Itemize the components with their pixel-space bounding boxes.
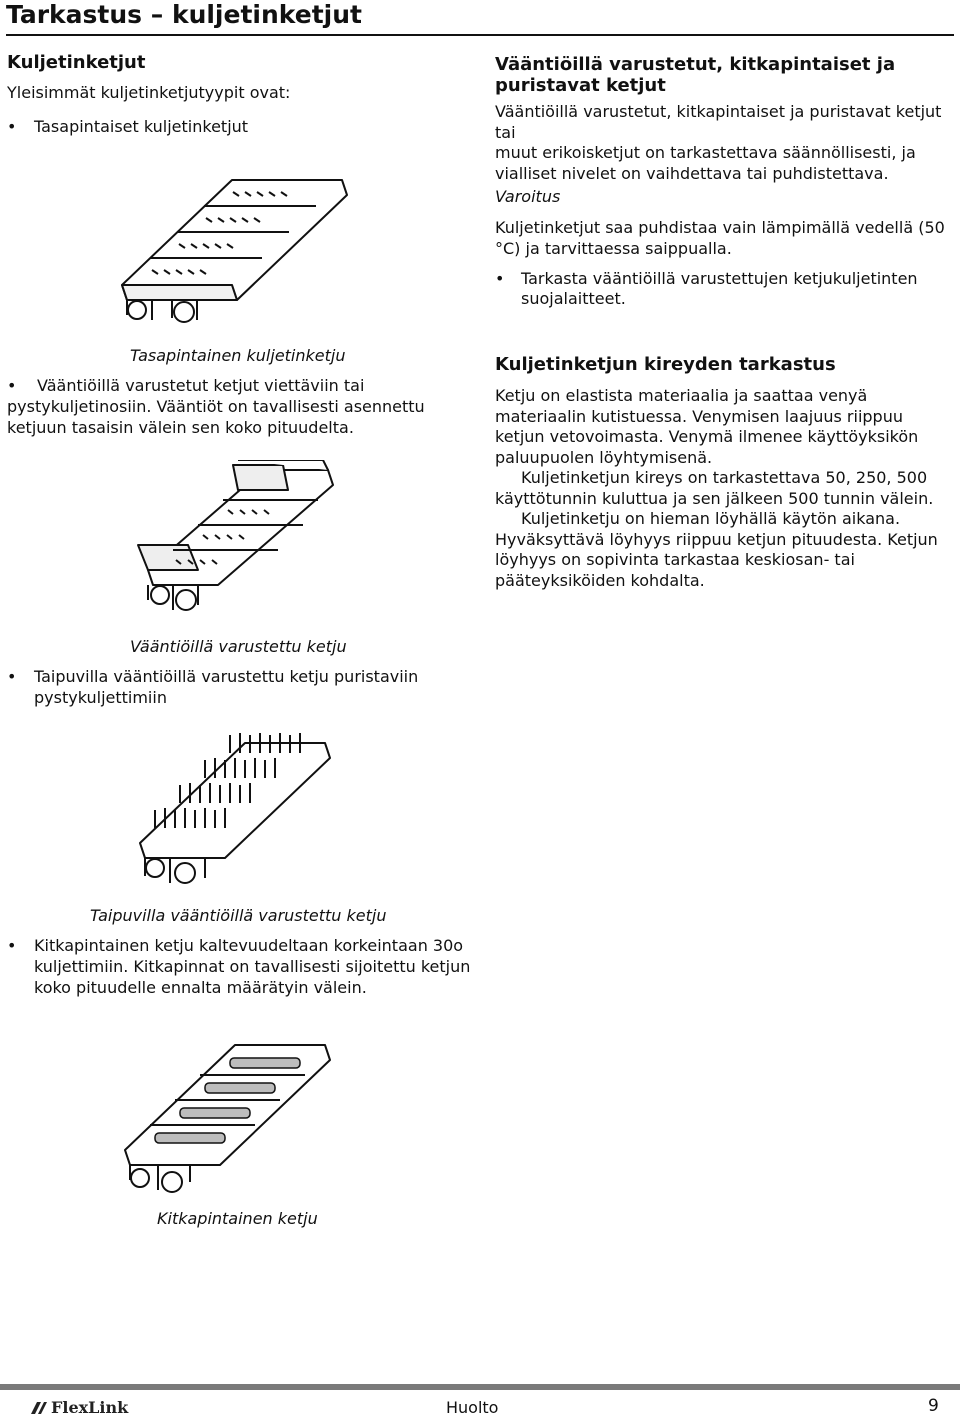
list-item-line: Vääntiöillä varustetut ketjut viettäviin tai	[37, 376, 365, 395]
paragraph-line: materiaalin kutistuessa. Venymisen laajuus riippuu	[495, 406, 903, 426]
bullet-icon: •	[7, 936, 17, 955]
figure-caption: Vääntiöillä varustettu ketju	[130, 637, 347, 656]
bullet-icon: •	[495, 269, 505, 288]
list-item	[7, 666, 467, 708]
paragraph-line: muut erikoisketjut on tarkastettava säännöllisesti, ja	[495, 143, 916, 162]
page-title: Tarkastus – kuljetinketjut	[6, 0, 954, 36]
footer-rule	[0, 1384, 960, 1390]
logo-text: FlexLink	[51, 1398, 129, 1417]
list-item-line: kuljettimiin. Kitkapinnat on tavallisesti sijoitettu ketjun	[34, 957, 471, 976]
paragraph-line: paluupuolen löyhtymisenä.	[495, 447, 713, 467]
list-item	[495, 269, 935, 309]
paragraph-line: pääteyksiköiden kohdalta.	[495, 570, 705, 590]
tension-paragraph	[495, 386, 938, 591]
warning-line: Kuljetinketjut saa puhdistaa vain lämpimällä vedellä (50	[495, 218, 945, 237]
paragraph-line: Vääntiöillä varustetut, kitkapintaiset ja puristavat ketjut tai	[495, 102, 942, 142]
warning-text	[495, 218, 945, 259]
list-item-line: pystykuljetinosiin. Vääntiöt on tavallisesti asennettu	[7, 397, 425, 416]
flexlink-logo	[30, 1398, 128, 1417]
flexlink-logo-icon	[30, 1401, 48, 1415]
paragraph-line: Kuljetinketju on hieman löyhällä käytön aikana.	[521, 509, 901, 528]
paragraph-line: löyhyys on sopivinta tarkastaa keskiosan- tai	[495, 550, 855, 569]
list-item-line: Tarkasta vääntiöillä varustettujen ketjukuljetinten	[521, 269, 918, 288]
list-item-line: suojalaitteet.	[521, 289, 626, 308]
warning-label: Varoitus	[495, 187, 561, 206]
cleated-chain-illustration	[128, 460, 343, 620]
flat-top-chain-illustration	[112, 160, 362, 335]
warning-line: °C) ja tarvittaessa saippualla.	[495, 238, 732, 258]
figure-caption: Kitkapintainen ketju	[157, 1209, 318, 1228]
paragraph	[495, 102, 960, 184]
paragraph-line: Kuljetinketjun kireys on tarkastettava 50, 250, 500	[521, 468, 928, 487]
list-item	[7, 375, 467, 438]
list-item-line: Kitkapintainen ketju kaltevuudeltaan korkeintaan 30o	[34, 936, 464, 955]
intro-text: Yleisimmät kuljetinketjutyypit ovat:	[7, 83, 291, 102]
heading-line: Vääntiöillä varustetut, kitkapintaiset ja	[495, 54, 896, 75]
figure-caption: Taipuvilla vääntiöillä varustettu ketju	[90, 906, 387, 925]
heading-line: puristavat ketjut	[495, 75, 666, 96]
section-heading-cleated-chains	[495, 54, 895, 96]
section-heading-conveyor-chains: Kuljetinketjut	[7, 52, 146, 73]
page-number: 9	[928, 1396, 939, 1416]
list-item-line: Taipuvilla vääntiöillä varustettu ketju puristaviin	[34, 667, 419, 686]
list-item-text: Tasapintaiset kuljetinketjut	[34, 117, 249, 136]
flexible-cleat-chain-illustration	[125, 728, 340, 893]
list-item	[7, 116, 447, 137]
bullet-icon: •	[7, 667, 17, 686]
bullet-icon: •	[7, 376, 17, 395]
paragraph-line: ketjun vetovoimasta. Venymä ilmenee käyttöyksikön	[495, 427, 919, 446]
friction-top-chain-illustration	[110, 1030, 340, 1200]
figure-caption: Tasapintainen kuljetinketju	[130, 346, 346, 365]
footer-section-name: Huolto	[446, 1398, 499, 1417]
list-item-line: ketjuun tasaisin välein sen koko pituudelta.	[7, 418, 354, 437]
section-heading-chain-tension: Kuljetinketjun kireyden tarkastus	[495, 354, 836, 375]
list-item-line: pystykuljettimiin	[34, 688, 167, 707]
bullet-icon: •	[7, 117, 17, 136]
paragraph-line: vialliset nivelet on vaihdettava tai puhdistettava.	[495, 163, 889, 183]
paragraph-line: Hyväksyttävä löyhyys riippuu ketjun pituudesta. Ketjun	[495, 529, 938, 549]
paragraph-line: käyttötunnin kuluttua ja sen jälkeen 500 tunnin välein.	[495, 488, 934, 508]
list-item-line: koko pituudelle ennalta määrätyin välein.	[34, 978, 367, 997]
list-item	[7, 935, 477, 998]
paragraph-line: Ketju on elastista materiaalia ja saattaa venyä	[495, 386, 868, 405]
